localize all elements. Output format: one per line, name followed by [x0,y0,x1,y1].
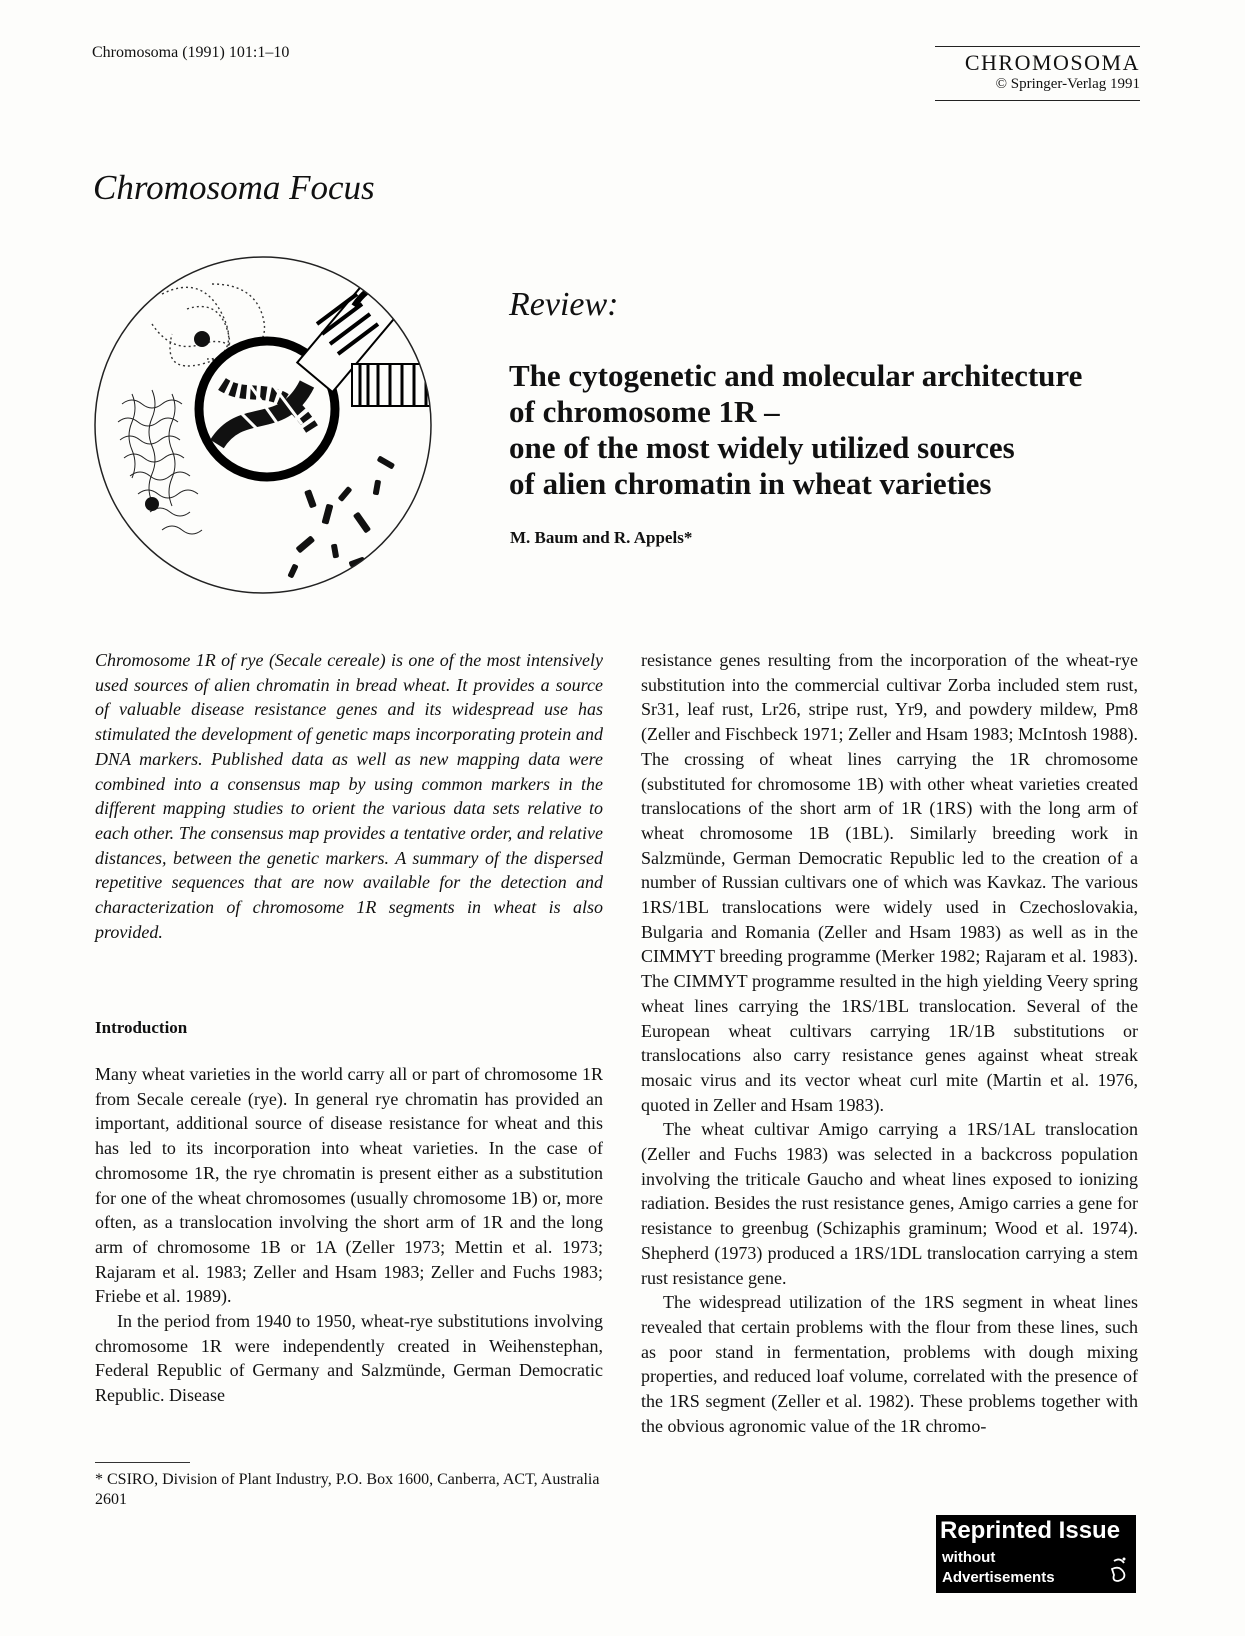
review-label: Review: [509,286,619,323]
chromosome-illustration [92,254,434,596]
right-column-text [641,648,1138,1439]
author-list: M. Baum and R. Appels* [510,528,693,547]
journal-masthead [935,46,1140,101]
title-line: one of the most widely utilized sources [509,430,1015,465]
reprint-badge [936,1515,1136,1593]
footnote-divider [95,1462,190,1463]
title-line: The cytogenetic and molecular architecture [509,358,1083,393]
badge-title: Reprinted Issue [940,1517,1121,1544]
title-line: of chromosome 1R – [509,394,780,429]
copyright-notice: © Springer-Verlag 1991 [995,76,1140,92]
section-heading: Introduction [95,1018,188,1037]
badge-subtitle: without [942,1549,996,1566]
publisher-logo-icon [1108,1555,1130,1585]
abstract-text: Chromosome 1R of rye (Secale cereale) is one of the most intensively used sources of alien chromatin in bread wheat. It provides a source of valuable disease resistance genes and its widespread use has stimulated the development of genetic maps incorporating protein and DNA markers. Published data as well as new mapping data were combined into a consensus map by using common markers in the different mapping studies to orient the various data sets relative to each other. The consensus map provides a tentative order, and relative distances, between the genetic markers. A summary of the dispersed repetitive sequences that are now available for the detection and characterization of chromosome 1R segments in wheat is also provided. [95,650,603,942]
journal-name: CHROMOSOMA [964,50,1140,75]
affiliation-footnote: * CSIRO, Division of Plant Industry, P.O. Box 1600, Canberra, ACT, Australia 2601 [95,1471,600,1508]
paragraph: The widespread utilization of the 1RS segment in wheat lines revealed that certain problems with the flour from these lines, such as poor stand in fermentation, problems with dough mixing properties, and reduced loaf volume, correlated with the presence of the 1RS segment (Zeller et al. 1982). These problems together with the obvious agronomic value of the 1R chromo- [641,1292,1138,1436]
article-title [509,358,1169,502]
section-title: Chromosoma Focus [93,168,375,207]
paragraph: Many wheat varieties in the world carry all or part of chromosome 1R from Secale cereale (rye). In general rye chromatin has provided an important, additional source of disease resistance for wheat and this has led to its incorporation into wheat varieties. In the case of chromosome 1R, the rye chromatin is present either as a substitution for one of the wheat chromosomes (usually chromosome 1B) or, more often, as a translocation involving the short arm of 1R and the long arm of chromosome 1B or 1A (Zeller 1973; Mettin et al. 1973; Rajaram et al. 1983; Zeller and Hsam 1983; Zeller and Fuchs 1983; Friebe et al. 1989). [95,1064,603,1307]
title-line: of alien chromatin in wheat varieties [509,466,992,501]
paragraph: resistance genes resulting from the incorporation of the wheat-rye substitution into the commercial cultivar Zorba included stem rust, Sr31, leaf rust, Lr26, stripe rust, Yr9, and powdery mildew, Pm8 (Zeller and Fischbeck 1971; Zeller and Hsam 1983; McIntosh 1988). The crossing of wheat lines carrying the 1R chromosome (substituted for chromosome 1B) with other wheat varieties created translocations of the short arm of 1R (1RS) with the long arm of wheat chromosome 1B (1BL). Similarly breeding work in Salzmünde, German Democratic Republic led to the creation of a number of Russian cultivars one of which was Kavkaz. The various 1RS/1BL translocations were widely used in Czechoslovakia, Bulgaria and Romania (Zeller and Hsam 1983) as well as in the CIMMYT breeding programme (Merker 1982; Rajaram et al. 1983). The CIMMYT programme resulted in the high yielding Veery spring wheat lines carrying the 1RS/1BL translocation. Several of the European wheat cultivars carrying 1R/1B substitutions or translocations also carry resistance genes against wheat streak mosaic virus and its vector wheat curl mite (Martin et al. 1976, quoted in Zeller and Hsam 1983). [641,650,1138,1115]
journal-citation: Chromosoma (1991) 101:1–10 [92,44,290,61]
paragraph: In the period from 1940 to 1950, wheat-rye substitutions involving chromosome 1R were independently created in Weihenstephan, Federal Republic of Germany and Salzmünde, German Democratic Republic. Disease [95,1311,603,1406]
paragraph: The wheat cultivar Amigo carrying a 1RS/1AL translocation (Zeller and Fuchs 1983) was selected in a backcross population involving the triticale Gaucho and wheat lines exposed to ionizing radiation. Besides the rust resistance genes, Amigo carries a gene for resistance to greenbug (Schizaphis graminum; Wood et al. 1974). Shepherd (1973) produced a 1RS/1DL translocation carrying a stem rust resistance gene. [641,1119,1138,1288]
abstract [95,648,603,944]
introduction-text [95,1062,603,1408]
badge-subtitle: Advertisements [942,1569,1055,1586]
